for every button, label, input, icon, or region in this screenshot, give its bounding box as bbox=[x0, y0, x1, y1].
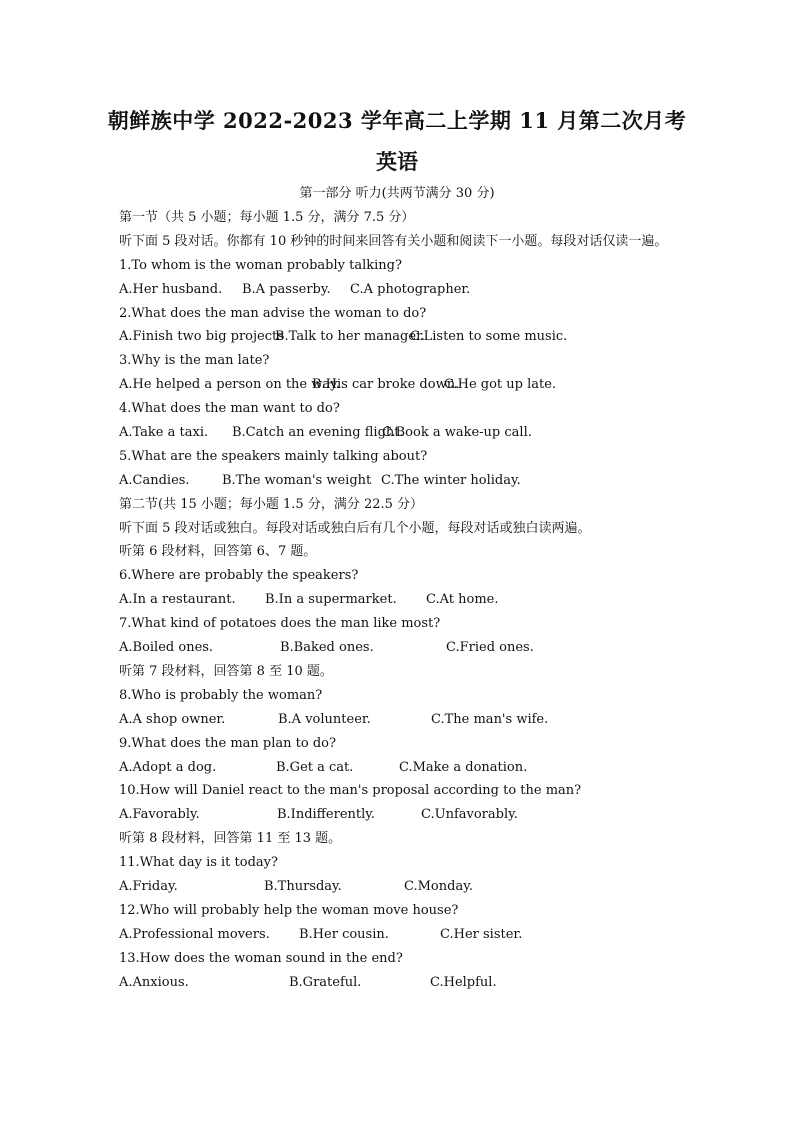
question-1: 1.To whom is the woman probably talking? bbox=[119, 257, 402, 273]
options-7 bbox=[119, 636, 679, 660]
options-2 bbox=[119, 325, 679, 349]
option-b: B.Indifferently. bbox=[277, 807, 376, 823]
section1-heading: 第一节（共 5 小题；每小题 1.5 分，满分 7.5 分） bbox=[119, 210, 415, 225]
options-1 bbox=[119, 278, 679, 302]
option-a: A.Take a taxi. bbox=[119, 425, 209, 441]
option-c: C.A photographer. bbox=[350, 281, 471, 297]
option-c: C.Unfavorably. bbox=[421, 807, 518, 823]
option-a: A.Anxious. bbox=[119, 974, 189, 990]
question-4: 4.What does the man want to do? bbox=[119, 401, 340, 417]
option-c: C.Helpful. bbox=[430, 974, 497, 990]
option-c: C.Book a wake-up call. bbox=[382, 425, 532, 441]
part-heading: 第一部分 听力(共两节满分 30 分) bbox=[299, 186, 495, 201]
option-b: B.Thursday. bbox=[264, 878, 342, 894]
option-c: C.Fried ones. bbox=[446, 640, 534, 656]
option-a: A.In a restaurant. bbox=[119, 592, 236, 608]
option-b: B.Grateful. bbox=[289, 974, 362, 990]
option-a: A.Friday. bbox=[119, 878, 178, 894]
question-10: 10.How will Daniel react to the man's proposal according to the man? bbox=[119, 783, 582, 799]
option-a: A.He helped a person on the way. bbox=[119, 377, 340, 393]
option-a: A.A shop owner. bbox=[119, 711, 226, 727]
option-c: C.Her sister. bbox=[440, 926, 523, 942]
question-3: 3.Why is the man late? bbox=[119, 353, 270, 369]
options-12 bbox=[119, 923, 679, 947]
option-b: B.Baked ones. bbox=[280, 640, 374, 656]
options-9 bbox=[119, 756, 679, 780]
options-10 bbox=[119, 803, 679, 827]
option-c: C.The man's wife. bbox=[431, 711, 549, 727]
material-8-heading: 听第 8 段材料，回答第 11 至 13 题。 bbox=[119, 831, 342, 847]
option-c: C.Listen to some music. bbox=[410, 329, 568, 345]
option-c: C.Make a donation. bbox=[399, 759, 528, 775]
question-6: 6.Where are probably the speakers? bbox=[119, 568, 359, 584]
material-6-heading: 听第 6 段材料，回答第 6、7 题。 bbox=[119, 544, 317, 560]
options-11 bbox=[119, 875, 679, 899]
question-5: 5.What are the speakers mainly talking about? bbox=[119, 448, 428, 464]
option-b: B.A passerby. bbox=[242, 281, 331, 297]
options-8 bbox=[119, 708, 679, 732]
option-a: A.Finish two big projects bbox=[119, 329, 284, 345]
option-b: B.The woman's weight bbox=[222, 472, 372, 488]
section2-heading: 第二节(共 15 小题；每小题 1.5 分，满分 22.5 分） bbox=[119, 496, 424, 512]
exam-title: 朝鲜族中学 2022-2023 学年高二上学期 11 月第二次月考 bbox=[107, 108, 687, 133]
options-4 bbox=[119, 421, 679, 445]
option-c: C.He got up late. bbox=[444, 377, 557, 393]
section2-instruction: 听下面 5 段对话或独白。每段对话或独白后有几个小题，每段对话或独白读两遍。 bbox=[119, 520, 591, 536]
option-a: A.Professional movers. bbox=[119, 926, 270, 942]
question-12: 12.Who will probably help the woman move house? bbox=[119, 902, 459, 918]
option-b: B.Her cousin. bbox=[299, 926, 389, 942]
question-11: 11.What day is it today? bbox=[119, 855, 278, 871]
question-2: 2.What does the man advise the woman to do? bbox=[119, 305, 427, 321]
option-a: A.Favorably. bbox=[119, 807, 200, 823]
option-b: B.Catch an evening flight. bbox=[232, 425, 404, 441]
question-13: 13.How does the woman sound in the end? bbox=[119, 950, 403, 966]
option-c: C.At home. bbox=[426, 592, 499, 608]
question-8: 8.Who is probably the woman? bbox=[119, 687, 323, 703]
section1-instruction: 听下面 5 段对话。你都有 10 秒钟的时间来回答有关小题和阅读下一小题。每段对话仅读一遍。 bbox=[119, 233, 668, 249]
options-5 bbox=[119, 469, 679, 493]
exam-subject: 英语 bbox=[376, 149, 418, 174]
options-6 bbox=[119, 588, 679, 612]
options-3 bbox=[119, 373, 679, 397]
option-b: B.His car broke down. bbox=[312, 377, 460, 393]
question-9: 9.What does the man plan to do? bbox=[119, 735, 336, 751]
option-c: C.The winter holiday. bbox=[381, 472, 521, 488]
option-c: C.Monday. bbox=[404, 878, 473, 894]
material-7-heading: 听第 7 段材料，回答第 8 至 10 题。 bbox=[119, 663, 333, 679]
question-7: 7.What kind of potatoes does the man like most? bbox=[119, 616, 441, 632]
option-a: A.Candies. bbox=[119, 472, 190, 488]
option-a: A.Boiled ones. bbox=[119, 640, 214, 656]
option-b: B.A volunteer. bbox=[278, 711, 371, 727]
option-b: B.In a supermarket. bbox=[265, 592, 397, 608]
exam-content bbox=[119, 206, 679, 994]
option-a: A.Her husband. bbox=[119, 281, 223, 297]
option-a: A.Adopt a dog. bbox=[119, 759, 217, 775]
options-13 bbox=[119, 971, 679, 995]
option-b: B.Get a cat. bbox=[276, 759, 354, 775]
option-b: B.Talk to her manager. bbox=[275, 329, 425, 345]
